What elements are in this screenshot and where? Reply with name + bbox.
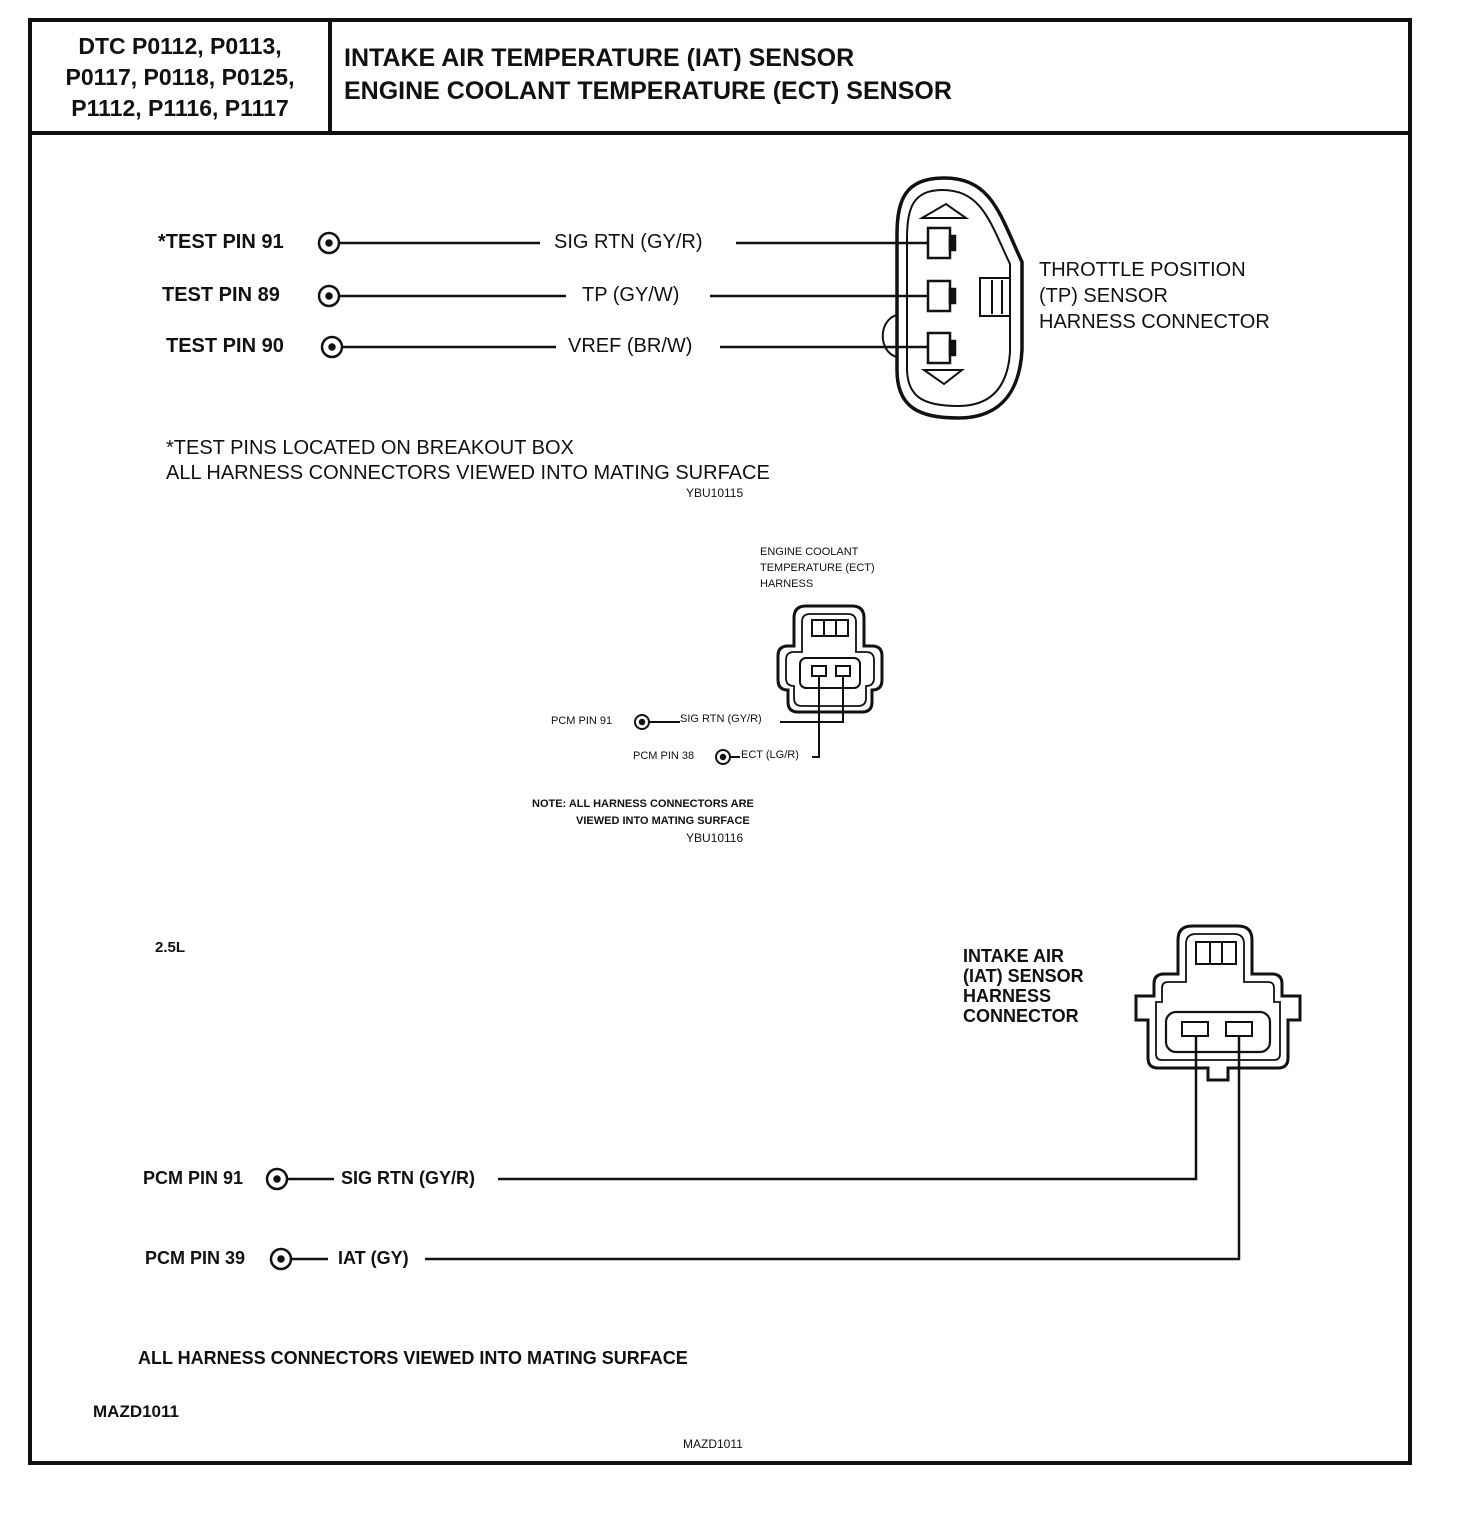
ect-note-line: NOTE: ALL HARNESS CONNECTORS ARE [532,798,754,810]
ect-connector-label-line: TEMPERATURE (ECT) [760,562,875,574]
ect-connector-body [778,606,882,712]
tp-wire-90-label: VREF (BR/W) [568,335,693,357]
tp-pin-89-terminal [319,286,339,306]
ect-connector-label [760,544,875,592]
tp-figure-code: YBU10115 [686,486,744,500]
title-line: INTAKE AIR TEMPERATURE (IAT) SENSOR [344,44,855,72]
tp-connector-label [1039,257,1270,335]
tp-note-line: *TEST PINS LOCATED ON BREAKOUT BOX [166,437,574,459]
iat-wire-sig-rtn-b [498,1036,1196,1179]
figure-code-small: MAZD1011 [683,1437,743,1451]
dtc-line: P1112, P1116, P1117 [71,94,289,121]
ect-wire-91-label: SIG RTN (GY/R) [680,713,762,725]
ect-connector-label-line: ENGINE COOLANT [760,546,859,558]
ect-connector-label-line: HARNESS [760,578,814,590]
ect-pin-38-label: PCM PIN 38 [633,750,695,762]
tp-pin-89-label: TEST PIN 89 [162,284,280,306]
tp-note-line: ALL HARNESS CONNECTORS VIEWED INTO MATING SURFACE [166,462,770,484]
tp-connector-label-line: HARNESS CONNECTOR [1039,311,1270,333]
iat-wire-iat-b [425,1036,1239,1259]
ect-pin-91-label: PCM PIN 91 [551,715,613,727]
iat-pin-39-terminal [271,1249,291,1269]
ect-notes [532,796,754,830]
tp-notes [166,436,770,486]
tp-pin-90-label: TEST PIN 90 [166,335,284,357]
dtc-line: DTC P0112, P0113, [78,32,282,59]
ect-note-line: VIEWED INTO MATING SURFACE [576,815,750,827]
ect-pin-91-terminal [635,715,649,729]
tp-connector-label-line: (TP) SENSOR [1039,285,1168,307]
tp-pin-91-label: *TEST PIN 91 [158,231,284,253]
tp-wire-91-label: SIG RTN (GY/R) [554,231,703,253]
iat-wire-39-label: IAT (GY) [338,1248,409,1268]
figure-code-bold: MAZD1011 [93,1402,179,1421]
iat-pin-91-label: PCM PIN 91 [143,1168,244,1188]
tp-connector-body [883,178,1022,418]
ect-figure-code: YBU10116 [686,831,744,845]
tp-wire-89-label: TP (GY/W) [582,284,680,306]
tp-pin-91-terminal [319,233,339,253]
iat-connector-label [963,946,1084,1026]
tp-pin-90-terminal [322,337,342,357]
iat-note: ALL HARNESS CONNECTORS VIEWED INTO MATING SURFACE [138,1348,688,1368]
dtc-line: P0117, P0118, P0125, [65,63,295,90]
iat-pin-91-terminal [267,1169,287,1189]
iat-wire-91-label: SIG RTN (GY/R) [341,1168,475,1188]
iat-connector-body [1136,926,1300,1080]
ect-wire-38-label: ECT (LG/R) [741,749,799,761]
iat-connector-label-line: INTAKE AIR [963,946,1064,966]
ect-pin-38-terminal [716,750,730,764]
iat-connector-label-line: (IAT) SENSOR [963,966,1084,986]
iat-pin-39-label: PCM PIN 39 [145,1248,246,1268]
iat-connector-label-line: HARNESS [963,986,1052,1006]
iat-connector-label-line: CONNECTOR [963,1006,1079,1026]
title-line: ENGINE COOLANT TEMPERATURE (ECT) SENSOR [344,77,952,105]
engine-size-label: 2.5L [155,939,186,956]
tp-connector-label-line: THROTTLE POSITION [1039,259,1246,281]
